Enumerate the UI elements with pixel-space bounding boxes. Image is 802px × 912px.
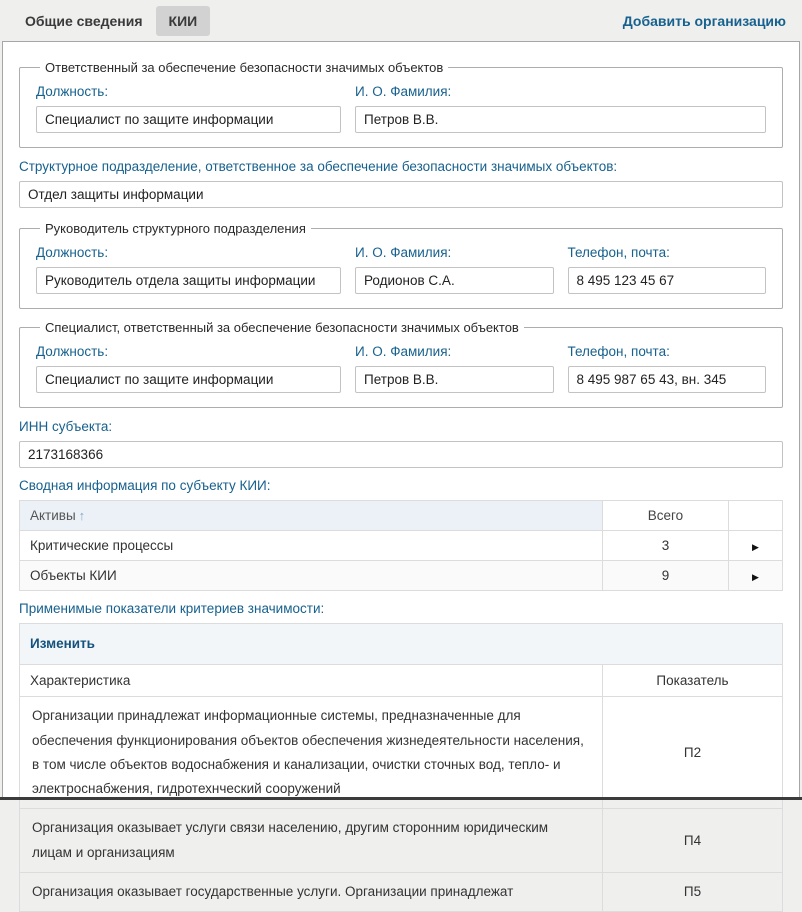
table-row[interactable] (20, 531, 783, 561)
screen-bottom-edge (0, 797, 802, 800)
tab-kii[interactable]: КИИ (156, 6, 211, 36)
criteria-row-characteristic: Организации принадлежат информационные системы, предназначенные для обеспечения функционирования объектов обеспечения жизнедеятельности населения, в том числе объектов водоснабжения и канализации, очистки сточных вод, тепло- и электроснабжения, гидротехнческий сооружений (20, 697, 603, 809)
summary-label: Сводная информация по субъекту КИИ: (19, 478, 271, 493)
head-position-input[interactable] (36, 267, 341, 294)
head-phone-label: Телефон, почта: (567, 245, 670, 260)
responsible-position-input[interactable] (36, 106, 341, 133)
expand-row-button[interactable] (729, 561, 783, 591)
expand-row-button[interactable] (729, 531, 783, 561)
criteria-table-header-row (20, 665, 783, 697)
head-name-label: И. О. Фамилия: (355, 245, 452, 260)
summary-col-assets-label: Активы (30, 508, 76, 523)
specialist-fieldset-legend: Специалист, ответственный за обеспечение безопасности значимых объектов (45, 320, 519, 335)
specialist-name-input[interactable] (355, 366, 554, 393)
criteria-toolbar-cell (20, 624, 783, 665)
summary-row-name: Объекты КИИ (20, 561, 603, 591)
tab-general-info[interactable]: Общие сведения (25, 12, 143, 29)
inn-label: ИНН субъекта: (19, 419, 113, 434)
specialist-position-label: Должность: (36, 344, 109, 359)
head-position-label: Должность: (36, 245, 109, 260)
table-row[interactable] (20, 561, 783, 591)
responsible-name-input[interactable] (355, 106, 766, 133)
criteria-col-indicator: Показатель (603, 665, 783, 697)
criteria-row-indicator: П2 (603, 697, 783, 809)
responsible-fieldset (19, 60, 783, 148)
chevron-right-icon: ▶ (752, 572, 759, 582)
head-phone-input[interactable] (568, 267, 767, 294)
department-input[interactable] (19, 181, 783, 208)
table-row (20, 809, 783, 873)
table-row (20, 697, 783, 809)
summary-col-actions (729, 501, 783, 531)
criteria-col-characteristic: Характеристика (20, 665, 603, 697)
specialist-phone-label: Телефон, почта: (567, 344, 670, 359)
chevron-right-icon: ▶ (752, 542, 759, 552)
sort-ascending-icon: ↑ (78, 508, 86, 523)
responsible-position-label: Должность: (36, 84, 109, 99)
inn-input[interactable] (19, 441, 783, 468)
head-name-input[interactable] (355, 267, 554, 294)
criteria-row-indicator: П4 (603, 809, 783, 873)
specialist-fieldset (19, 320, 783, 408)
summary-col-assets[interactable] (20, 501, 603, 531)
specialist-phone-input[interactable] (568, 366, 767, 393)
add-organization-link[interactable]: Добавить организацию (622, 12, 786, 29)
responsible-fieldset-legend: Ответственный за обеспечение безопасности значимых объектов (45, 60, 444, 75)
summary-table-header-row (20, 501, 783, 531)
department-head-fieldset (19, 221, 783, 309)
table-row (20, 873, 783, 912)
criteria-row-characteristic: Организация оказывает услуги связи населению, другим сторонним юридическим лицам и организациям (20, 809, 603, 873)
criteria-label: Применимые показатели критериев значимости: (19, 601, 325, 616)
summary-col-total[interactable]: Всего (603, 501, 729, 531)
department-label: Структурное подразделение, ответственное за обеспечение безопасности значимых объектов: (19, 159, 618, 174)
criteria-table (19, 623, 783, 912)
kii-form-panel (2, 41, 800, 900)
summary-row-total: 3 (603, 531, 729, 561)
edit-button[interactable]: Изменить (30, 636, 95, 651)
tab-bar (0, 0, 802, 41)
criteria-row-characteristic: Организация оказывает государственные услуги. Организации принадлежат (20, 873, 603, 912)
criteria-row-indicator: П5 (603, 873, 783, 912)
summary-table (19, 500, 783, 591)
specialist-position-input[interactable] (36, 366, 341, 393)
responsible-name-label: И. О. Фамилия: (355, 84, 452, 99)
specialist-name-label: И. О. Фамилия: (355, 344, 452, 359)
summary-row-total: 9 (603, 561, 729, 591)
summary-row-name: Критические процессы (20, 531, 603, 561)
criteria-toolbar-row (20, 624, 783, 665)
department-head-fieldset-legend: Руководитель структурного подразделения (45, 221, 306, 236)
